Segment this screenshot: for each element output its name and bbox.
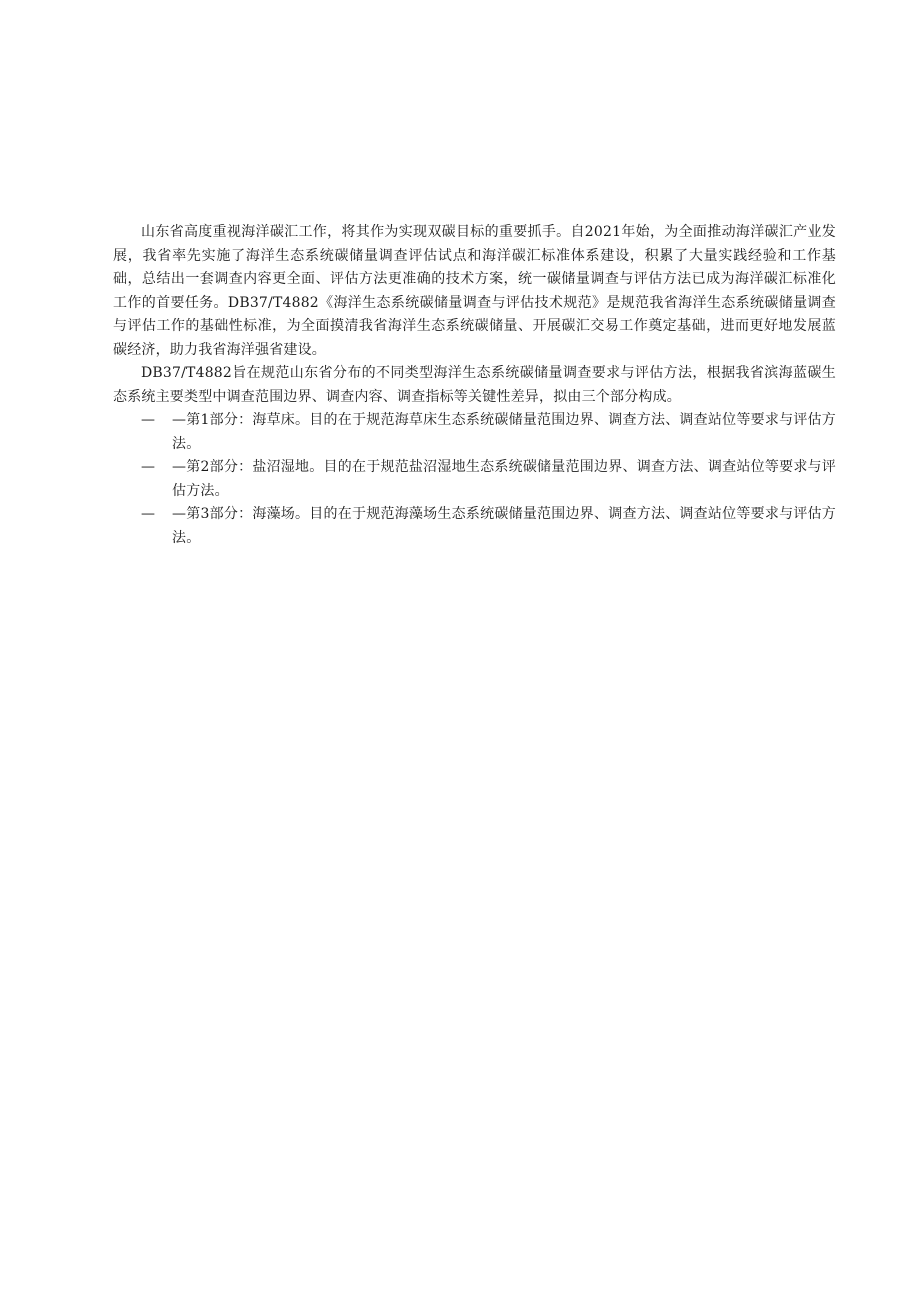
scope-paragraph: DB37/T4882旨在规范山东省分布的不同类型海洋生态系统碳储量调查要求与评估方法，根据我省滨海蓝碳生态系统主要类型中调查范围边界、调查内容、调查指标等关键性差异，拟由三个部分构成。 — [113, 365, 836, 405]
list-item — [113, 409, 836, 456]
intro-paragraph: 山东省高度重视海洋碳汇工作，将其作为实现双碳目标的重要抓手。自2021年始，为全面推动海洋碳汇产业发展，我省率先实施了海洋生态系统碳储量调查评估试点和海洋碳汇标准体系建设，积累了大量实践经验和工作基础，总结出一套调查内容更全面、评估方法更准确的技术方案，统一碳储量调查与评估方法已成为海洋碳汇标准化工作的首要任务。DB37/T4882《海洋生态系统碳储量调查与评估技术规范》是规范我省海洋生态系统碳储量调查与评估工作的基础性标准，为全面摸清我省海洋生态系统碳储量、开展碳汇交易工作奠定基础，进而更好地发展蓝碳经济，助力我省海洋强省建设。 — [113, 224, 836, 358]
list-item — [113, 456, 836, 503]
document-body — [113, 221, 836, 550]
parts-list — [113, 409, 836, 550]
list-dash: — — [141, 506, 156, 522]
list-item-text: —第3部分：海藻场。目的在于规范海藻场生态系统碳储量范围边界、调查方法、调查站位等要求与评估方法。 — [172, 506, 836, 546]
list-dash: — — [141, 459, 156, 475]
list-item-text: —第1部分：海草床。目的在于规范海草床生态系统碳储量范围边界、调查方法、调查站位等要求与评估方法。 — [172, 412, 836, 452]
list-item-text: —第2部分：盐沼湿地。目的在于规范盐沼湿地生态系统碳储量范围边界、调查方法、调查站位等要求与评估方法。 — [172, 459, 836, 499]
list-dash: — — [141, 412, 156, 428]
list-item — [113, 503, 836, 550]
